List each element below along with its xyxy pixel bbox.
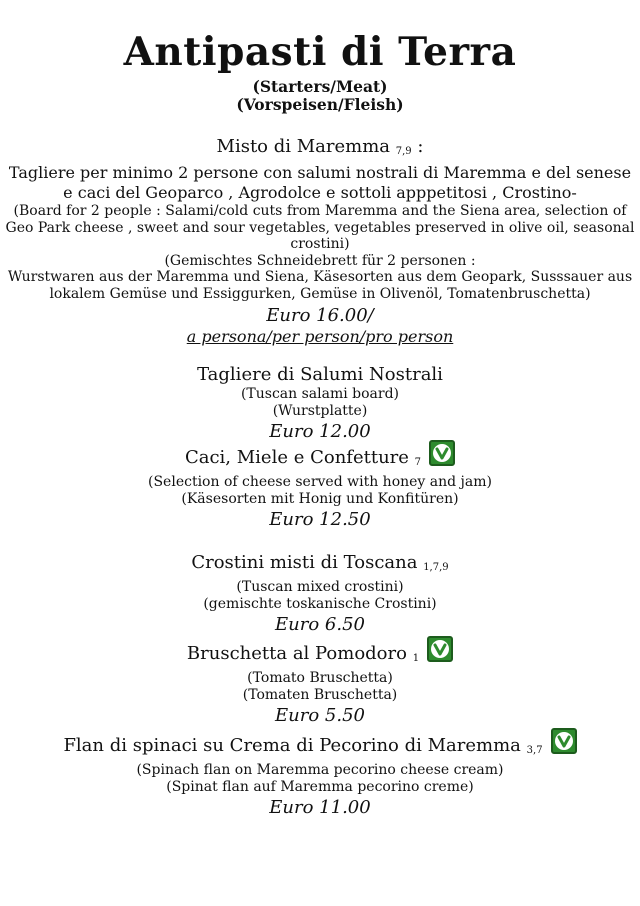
description-english: (Spinach flan on Maremma pecorino cheese cream) <box>136 762 504 778</box>
description-german-line: (Gemischtes Schneidebrett für 2 personen : <box>164 252 476 269</box>
allergen-codes: 7 <box>414 457 422 468</box>
dish-name: Crostini misti di Toscana 1,7,9 <box>191 552 449 573</box>
allergen-codes: 3,7 <box>526 745 543 756</box>
dish-name: Tagliere di Salumi Nostrali <box>197 364 443 385</box>
subtitle-german: (Vorspeisen/Fleish) <box>236 95 404 114</box>
page-title: Antipasti di Terra <box>123 29 517 75</box>
allergen-codes: 1 <box>412 653 420 664</box>
subtitle-english: (Starters/Meat) <box>252 77 388 96</box>
description-german-line: lokalem Gemüse und Essiggurken, Gemüse in Olivenöl, Tomatenbruschetta) <box>49 285 591 302</box>
price: Euro 6.50 <box>275 614 365 635</box>
description-german: (Käsesorten mit Honig und Konfitüren) <box>181 490 459 507</box>
menu-item-bruschetta <box>0 636 640 727</box>
description-german: (Tomaten Bruschetta) <box>242 686 398 703</box>
menu-item-tagliere-salumi <box>0 364 640 443</box>
vegetarian-icon <box>429 440 455 466</box>
description-english: (Tomato Bruschetta) <box>247 670 393 686</box>
dish-name: Misto di Maremma 7,9 : <box>216 136 424 157</box>
description-english: (Tuscan mixed crostini) <box>236 579 404 595</box>
description-german-line: Wurstwaren aus der Maremma und Siena, Käsesorten aus dem Geopark, Susssauer aus <box>7 269 633 285</box>
allergen-codes: 1,7,9 <box>423 562 449 573</box>
description-english-line: Geo Park cheese , sweet and sour vegetables, vegetables preserved in olive oil, seasonal <box>5 219 635 236</box>
description-german: (Spinat flan auf Maremma pecorino creme) <box>166 778 474 795</box>
vegetarian-icon <box>551 728 577 754</box>
description-english: (Tuscan salami board) <box>240 386 400 402</box>
allergen-codes: 7,9 <box>395 146 412 157</box>
price: Euro 12.00 <box>269 421 371 442</box>
description-english: (Selection of cheese served with honey and jam) <box>148 474 492 490</box>
menu-item-crostini-misti <box>0 552 640 636</box>
dish-name: Flan di spinaci su Crema di Pecorino di Maremma 3,7 <box>0 728 640 762</box>
menu-item-caci-miele <box>0 440 640 531</box>
price: Euro 11.00 <box>269 797 371 818</box>
price-note: a persona/per person/pro person <box>186 327 454 346</box>
dish-name: Caci, Miele e Confetture 7 <box>0 440 640 474</box>
dish-name: Bruschetta al Pomodoro 1 <box>0 636 640 670</box>
description-italian-line: Tagliere per minimo 2 persone con salumi nostrali di Maremma e del senese <box>8 163 632 182</box>
vegetarian-icon <box>427 636 453 662</box>
menu-item-flan-spinaci <box>0 728 640 819</box>
price: Euro 16.00/ <box>266 305 374 326</box>
menu-item-misto-di-maremma <box>0 136 640 347</box>
description-german: (gemischte toskanische Crostini) <box>203 595 437 612</box>
description-english-line: (Board for 2 people : Salami/cold cuts from Maremma and the Siena area, selection of <box>13 203 627 219</box>
price: Euro 5.50 <box>275 705 365 726</box>
description-english-line: crostini) <box>290 236 350 252</box>
description-german: (Wurstplatte) <box>272 402 368 419</box>
description-italian-line: e caci del Geoparco , Agrodolce e sottoli apppetitosi , Crostino- <box>63 183 577 202</box>
price: Euro 12.50 <box>269 509 371 530</box>
